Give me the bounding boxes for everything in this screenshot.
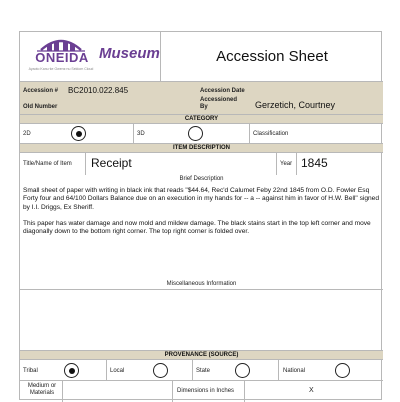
- divider: [296, 153, 297, 175]
- accession-date-label: Accession Date: [200, 88, 245, 94]
- divider: [106, 360, 107, 381]
- accession-number-field[interactable]: BC2010.022.845: [68, 86, 129, 95]
- title-row: [20, 152, 383, 174]
- item-description-header: ITEM DESCRIPTION: [20, 143, 383, 152]
- national-label: National: [283, 368, 306, 374]
- radio-state[interactable]: [235, 363, 250, 378]
- divider: [276, 153, 277, 175]
- divider: [62, 381, 63, 402]
- provenance-row: [20, 359, 383, 380]
- divider: [85, 153, 86, 175]
- logo-wordmark: ONEIDA: [35, 50, 89, 65]
- brief-description-field[interactable]: [23, 187, 380, 244]
- local-label: Local: [110, 368, 125, 374]
- year-field[interactable]: 1845: [301, 156, 328, 170]
- radio-tribal[interactable]: [64, 363, 79, 378]
- oneida-logo: [26, 36, 94, 78]
- divider: [133, 124, 134, 144]
- accessioned-by-field[interactable]: Gerzetich, Courtney: [255, 100, 336, 110]
- divider: [244, 381, 245, 402]
- year-label: Year: [280, 161, 293, 167]
- radio-national[interactable]: [335, 363, 350, 378]
- sheet-header: [20, 32, 383, 81]
- sheet-title: Accession Sheet: [160, 32, 383, 81]
- title-field[interactable]: Receipt: [91, 156, 132, 170]
- tribal-label: Tribal: [23, 368, 38, 374]
- materials-row: [20, 380, 383, 401]
- museum-label: Museum: [99, 45, 160, 62]
- brief-description-paragraph: This paper has water damage and now mold and mildew damage. The black stains start in the top left corner and move diagonally down to the bottom right corner. The top right corner is folded over.: [23, 219, 371, 236]
- divider: [278, 360, 279, 381]
- misc-info-label: Miscellaneous Information: [166, 281, 237, 287]
- divider: [192, 360, 193, 381]
- option-3d-label: 3D: [137, 131, 145, 137]
- provenance-header: PROVENANCE (SOURCE): [20, 350, 383, 359]
- brief-description-paragraph: Small sheet of paper with writing in black ink that reads "$44.64, Rec'd Calumet Feby 22nd 1845 from O.D. Fowler Esq Forty four and 64/100 Dollars Balance due on an execution in my hands for -- a -- against him in favor of H.W. Bell" signed by I.I. Driggs, Ex Sheriff.: [23, 187, 380, 211]
- accession-sheet: [19, 31, 382, 400]
- category-header: CATEGORY: [20, 114, 383, 123]
- radio-local[interactable]: [153, 363, 168, 378]
- brief-description-label: Brief Description: [179, 176, 224, 182]
- radio-2d[interactable]: [71, 126, 86, 141]
- divider: [249, 124, 250, 144]
- title-label: Title/Name of Item: [23, 161, 72, 167]
- dimensions-separator: X: [309, 387, 314, 394]
- dimensions-label: Dimensions in Inches: [177, 388, 235, 394]
- category-row: [20, 123, 383, 143]
- accession-number-label: Accession #: [23, 88, 59, 94]
- medium-field[interactable]: [66, 386, 166, 396]
- logo-tagline: Ayaoto Kanu·ke Owens·nu Seldom Cloud: [28, 67, 94, 71]
- accession-band: [20, 81, 383, 114]
- divider: [172, 381, 173, 402]
- medium-label: Medium or Materials: [27, 383, 57, 396]
- old-number-label: Old Number: [23, 104, 58, 110]
- classification-label: Classification: [253, 131, 289, 137]
- option-2d-label: 2D: [23, 131, 31, 137]
- radio-3d[interactable]: [188, 126, 203, 141]
- accessioned-by-label: Accessioned By: [200, 97, 238, 110]
- state-label: State: [196, 368, 211, 374]
